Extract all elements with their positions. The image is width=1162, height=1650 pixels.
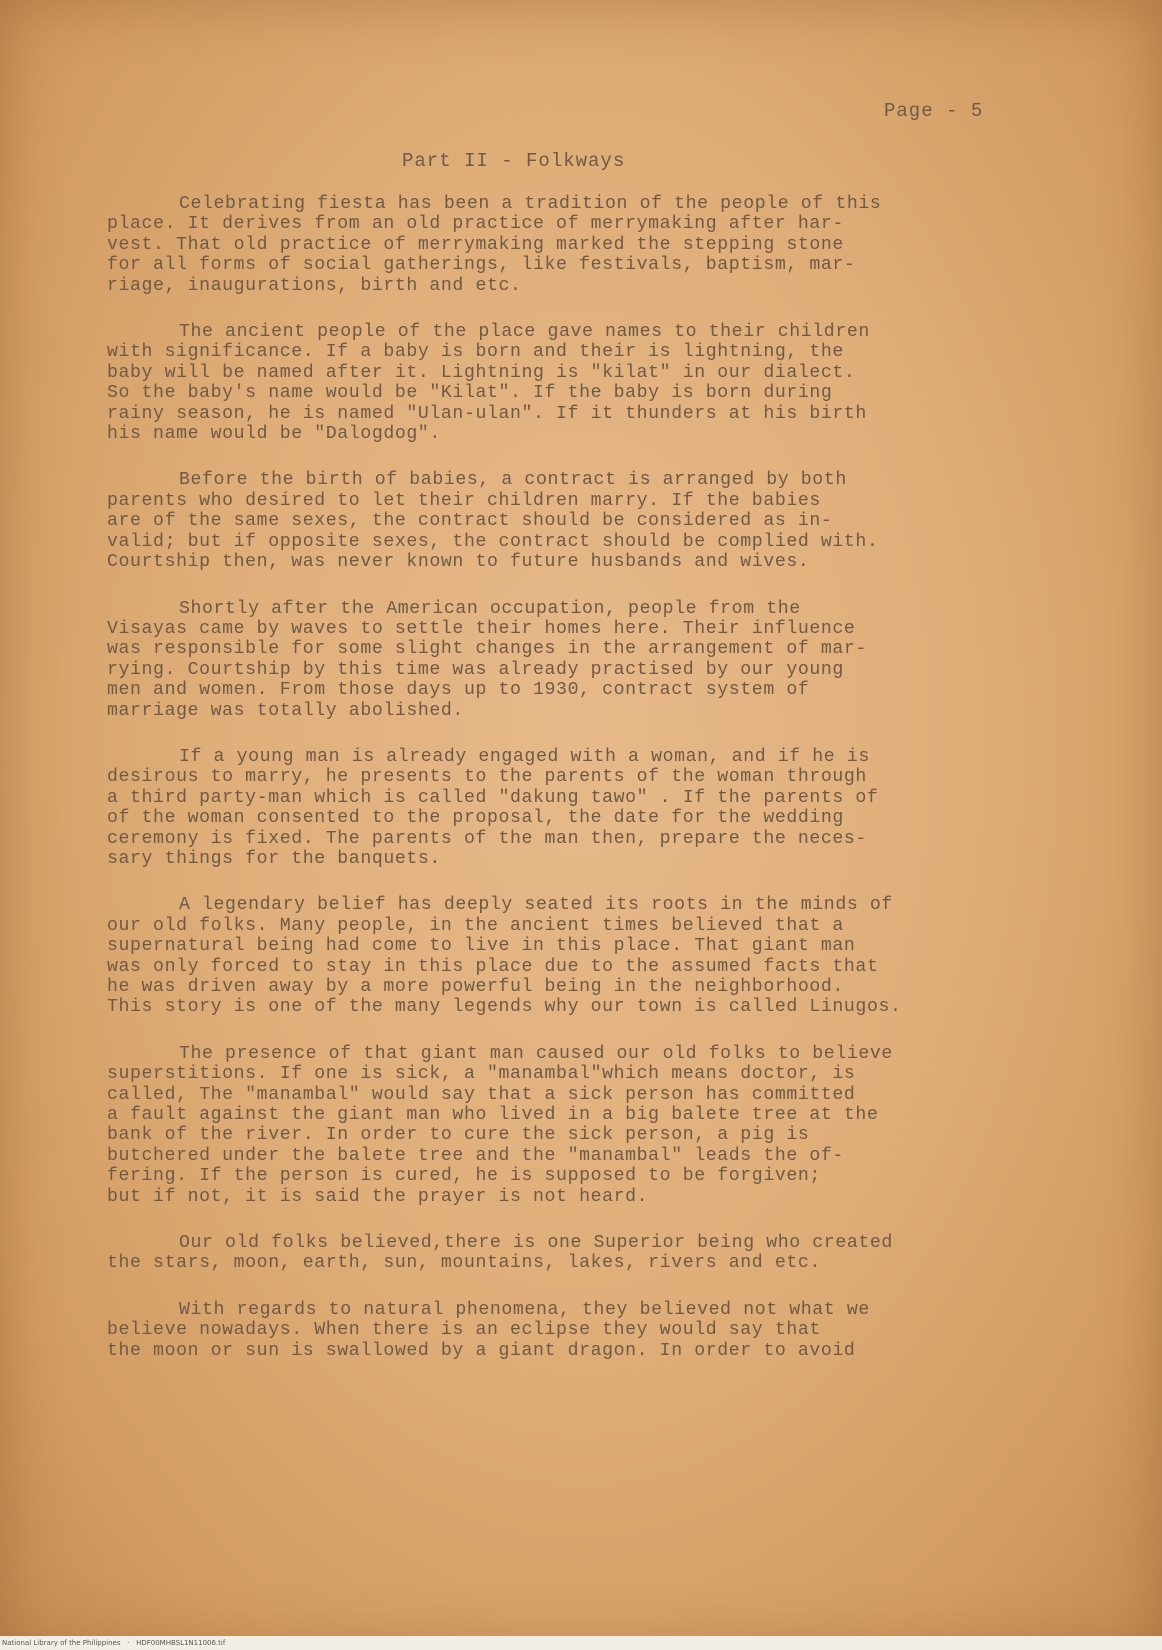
text-line: A legendary belief has deeply seated its roots in the minds of bbox=[179, 895, 893, 916]
paragraph-engagement bbox=[107, 747, 1117, 869]
text-line: marriage was totally abolished. bbox=[107, 700, 464, 721]
paragraph-natural-phenomena bbox=[107, 1300, 1117, 1361]
text-line: So the baby's name would be "Kilat". If the baby is born during bbox=[107, 383, 833, 404]
text-line: bank of the river. In order to cure the sick person, a pig is bbox=[107, 1125, 810, 1146]
text-line: a third party-man which is called "dakung tawo" . If the parents of bbox=[107, 787, 879, 808]
text-line: Celebrating fiesta has been a tradition of the people of this bbox=[179, 194, 882, 214]
text-line: men and women. From those days up to 1930, contract system of bbox=[107, 680, 810, 701]
text-line: rying. Courtship by this time was already practised by our young bbox=[107, 659, 844, 680]
paragraph-superstitions bbox=[107, 1044, 1117, 1207]
paragraph-american-occupation bbox=[107, 599, 1117, 721]
text-line: baby will be named after it. Lightning is "kilat" in our dialect. bbox=[107, 362, 856, 383]
text-line: the stars, moon, earth, sun, mountains, lakes, rivers and etc. bbox=[107, 1253, 821, 1274]
text-line: was only forced to stay in this place due to the assumed facts that bbox=[107, 956, 879, 977]
text-line: Shortly after the American occupation, people from the bbox=[179, 598, 801, 619]
text-line: Courtship then, was never known to future husbands and wives. bbox=[107, 552, 810, 573]
text-line: parents who desired to let their children marry. If the babies bbox=[107, 490, 821, 511]
text-line: desirous to marry, he presents to the parents of the woman through bbox=[107, 767, 867, 788]
text-line: Visayas came by waves to settle their homes here. Their influence bbox=[107, 618, 856, 639]
text-line: he was driven away by a more powerful being in the neighborhood. bbox=[107, 977, 844, 997]
text-line: With regards to natural phenomena, they believed not what we bbox=[179, 1299, 870, 1320]
text-line: his name would be "Dalogdog". bbox=[107, 424, 441, 445]
archive-footer: National Library of the Philippines · HDF00MHBSL1N11006.tif bbox=[0, 1636, 1162, 1650]
text-line: are of the same sexes, the contract should be considered as in- bbox=[107, 511, 833, 532]
text-line: our old folks. Many people, in the ancient times believed that a bbox=[107, 915, 844, 936]
paragraph-superior-being bbox=[107, 1233, 1117, 1274]
text-line: The presence of that giant man caused our old folks to believe bbox=[179, 1043, 893, 1064]
paragraph-naming bbox=[107, 322, 1117, 444]
paragraph-contract bbox=[107, 470, 1117, 572]
text-line: The ancient people of the place gave names to their children bbox=[179, 322, 870, 343]
text-line: butchered under the balete tree and the "manambal" leads the of- bbox=[107, 1145, 844, 1166]
section-title: Part II - Folkways bbox=[402, 150, 626, 172]
text-line: of the woman consented to the proposal, the date for the wedding bbox=[107, 808, 844, 829]
text-line: believe nowadays. When there is an eclipse they would say that bbox=[107, 1320, 821, 1341]
paragraph-fiesta bbox=[107, 194, 1117, 296]
text-line: Our old folks believed,there is one Superior being who created bbox=[179, 1233, 893, 1254]
text-line: rainy season, he is named "Ulan-ulan". If it thunders at his birth bbox=[107, 403, 867, 424]
text-line: place. It derives from an old practice of merrymaking after har- bbox=[107, 214, 844, 235]
text-line: superstitions. If one is sick, a "manambal"which means doctor, is bbox=[107, 1064, 856, 1085]
document-body bbox=[107, 194, 1117, 1387]
text-line: but if not, it is said the prayer is not heard. bbox=[107, 1186, 649, 1207]
page-number: Page - 5 bbox=[884, 100, 984, 122]
text-line: called, The "manambal" would say that a sick person has committed bbox=[107, 1084, 856, 1105]
text-line: Before the birth of babies, a contract is arranged by both bbox=[179, 470, 847, 491]
text-line: supernatural being had come to live in this place. That giant man bbox=[107, 936, 856, 957]
text-line: a fault against the giant man who lived in a big balete tree at the bbox=[107, 1105, 879, 1126]
text-line: riage, inaugurations, birth and etc. bbox=[107, 275, 522, 296]
text-line: the moon or sun is swallowed by a giant dragon. In order to avoid bbox=[107, 1340, 856, 1361]
text-line: for all forms of social gatherings, like festivals, baptism, mar- bbox=[107, 255, 856, 276]
paragraph-legend bbox=[107, 895, 1117, 1017]
text-line: This story is one of the many legends why our town is called Linugos. bbox=[107, 997, 902, 1018]
text-line: sary things for the banquets. bbox=[107, 848, 441, 869]
text-line: was responsible for some slight changes in the arrangement of mar- bbox=[107, 639, 867, 660]
text-line: vest. That old practice of merrymaking marked the stepping stone bbox=[107, 234, 844, 255]
text-line: valid; but if opposite sexes, the contract should be complied with. bbox=[107, 531, 879, 552]
text-line: If a young man is already engaged with a woman, and if he is bbox=[179, 746, 870, 767]
text-line: ceremony is fixed. The parents of the man then, prepare the neces- bbox=[107, 828, 867, 849]
text-line: with significance. If a baby is born and their is lightning, the bbox=[107, 342, 844, 363]
text-line: fering. If the person is cured, he is supposed to be forgiven; bbox=[107, 1166, 821, 1187]
